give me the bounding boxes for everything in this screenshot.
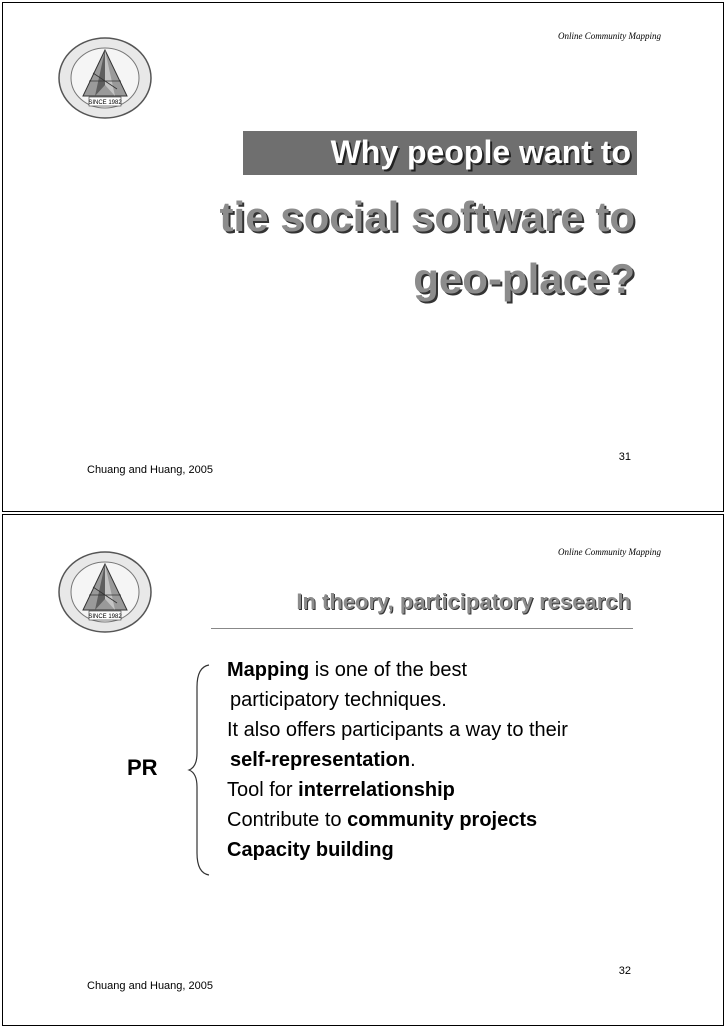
- institute-logo: [55, 547, 167, 637]
- logo-year-text: SINCE 1982: [88, 614, 122, 620]
- slide-title-line-2: geo-place?: [413, 255, 635, 302]
- left-brace-icon: [185, 663, 215, 877]
- page-number: 32: [618, 965, 631, 977]
- header-text: Online Community Mapping: [558, 31, 661, 41]
- banner-text: Why people want to: [330, 134, 631, 170]
- slide-31: [2, 2, 724, 512]
- footer-citation: Chuang and Huang, 2005: [87, 464, 213, 476]
- list-item: Mapping is one of the best: [227, 659, 468, 681]
- header-text: Online Community Mapping: [558, 547, 661, 557]
- list-item: Capacity building: [227, 839, 394, 861]
- pr-label: PR: [127, 755, 158, 780]
- footer-citation: Chuang and Huang, 2005: [87, 980, 213, 992]
- bullet-list: [227, 655, 667, 865]
- institute-logo: [55, 33, 167, 123]
- title-rule: [211, 628, 633, 629]
- logo-year-text: SINCE 1982: [88, 100, 122, 106]
- slide-title: In theory, participatory research: [296, 589, 631, 614]
- list-item: participatory techniques.: [230, 689, 447, 711]
- list-item: Contribute to community projects: [227, 809, 538, 831]
- slide-32: [2, 514, 724, 1026]
- page-number: 31: [618, 451, 631, 463]
- list-item: It also offers participants a way to their: [227, 719, 568, 741]
- banner: [243, 131, 637, 175]
- list-item: self-representation.: [230, 749, 416, 771]
- slide-title-line-1: tie social software to: [219, 193, 635, 240]
- list-item: Tool for interrelationship: [227, 779, 455, 801]
